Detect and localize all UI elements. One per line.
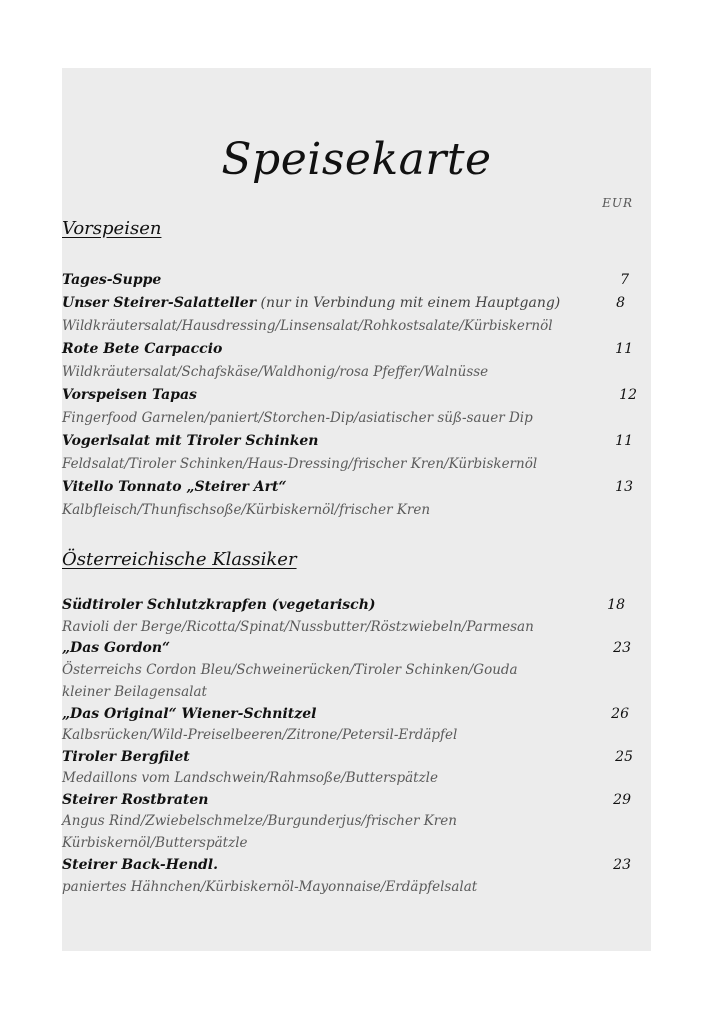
dish-description: Kalbfleisch/Thunfischsoße/Kürbiskernöl/frischer Kren xyxy=(62,502,431,518)
dish-name: Steirer Rostbraten xyxy=(62,792,209,808)
dish-description: Kalbsrücken/Wild-Preiselbeeren/Zitrone/Petersil-Erdäpfel xyxy=(62,727,458,743)
menu-item xyxy=(62,706,651,728)
dish-description: Österreichs Cordon Bleu/Schweinerücken/Tiroler Schinken/Gouda xyxy=(62,662,518,678)
menu-item xyxy=(62,857,651,879)
dish-name: Tages-Suppe xyxy=(62,272,162,288)
menu-item xyxy=(62,433,651,455)
dish-price: 18 xyxy=(607,597,625,613)
dish-name: „Das Gordon“ xyxy=(62,640,171,656)
dish-note: (nur in Verbindung mit einem Hauptgang) xyxy=(256,295,561,311)
menu-item xyxy=(62,640,651,662)
menu-item xyxy=(62,295,651,317)
currency-label: EUR xyxy=(602,196,633,210)
dish-description: Fingerfood Garnelen/paniert/Storchen-Dip/asiatischer süß-sauer Dip xyxy=(62,410,533,426)
dish-name: Vogerlsalat mit Tiroler Schinken xyxy=(62,433,319,449)
dish-price: 8 xyxy=(616,295,625,311)
dish-description: Angus Rind/Zwiebelschmelze/Burgunderjus/frischer Kren xyxy=(62,813,457,829)
dish-name: Steirer Back-Hendl. xyxy=(62,857,219,873)
dish-name: Südtiroler Schlutzkrapfen (vegetarisch) xyxy=(62,597,376,613)
dish-price: 29 xyxy=(613,792,631,808)
menu-item xyxy=(62,272,651,294)
dish-description: Wildkräutersalat/Schafskäse/Waldhonig/rosa Pfeffer/Walnüsse xyxy=(62,364,489,380)
dish-description: kleiner Beilagensalat xyxy=(62,684,207,700)
section-title-klassiker: Österreichische Klassiker xyxy=(62,549,297,570)
menu-page xyxy=(62,68,651,951)
dish-name: Rote Bete Carpaccio xyxy=(62,341,223,357)
menu-item xyxy=(62,341,651,363)
dish-price: 26 xyxy=(611,706,629,722)
dish-price: 23 xyxy=(613,857,631,873)
dish-name: Unser Steirer-Salatteller xyxy=(62,295,257,311)
dish-price: 11 xyxy=(615,433,633,449)
menu-title: Speisekarte xyxy=(221,134,492,185)
dish-price: 25 xyxy=(615,749,633,765)
dish-price: 13 xyxy=(615,479,633,495)
dish-price: 23 xyxy=(613,640,631,656)
dish-price: 7 xyxy=(620,272,629,288)
menu-item xyxy=(62,792,651,814)
dish-name: „Das Original“ Wiener-Schnitzel xyxy=(62,706,317,722)
menu-item xyxy=(62,749,651,771)
dish-name: Vorspeisen Tapas xyxy=(62,387,197,403)
dish-description: Ravioli der Berge/Ricotta/Spinat/Nussbutter/Röstzwiebeln/Parmesan xyxy=(62,619,534,635)
menu-item xyxy=(62,479,651,501)
dish-description: paniertes Hähnchen/Kürbiskernöl-Mayonnaise/Erdäpfelsalat xyxy=(62,879,478,895)
menu-item xyxy=(62,387,651,409)
dish-description: Feldsalat/Tiroler Schinken/Haus-Dressing/frischer Kren/Kürbiskernöl xyxy=(62,456,538,472)
dish-price: 11 xyxy=(615,341,633,357)
dish-description: Kürbiskernöl/Butterspätzle xyxy=(62,835,248,851)
dish-description: Medaillons vom Landschwein/Rahmsoße/Butterspätzle xyxy=(62,770,438,786)
dish-description: Wildkräutersalat/Hausdressing/Linsensalat/Rohkostsalate/Kürbiskernöl xyxy=(62,318,553,334)
dish-name: Tiroler Bergfilet xyxy=(62,749,190,765)
section-title-vorspeisen: Vorspeisen xyxy=(62,218,162,239)
dish-price: 12 xyxy=(619,387,637,403)
dish-name: Vitello Tonnato „Steirer Art“ xyxy=(62,479,287,495)
menu-item xyxy=(62,597,651,619)
